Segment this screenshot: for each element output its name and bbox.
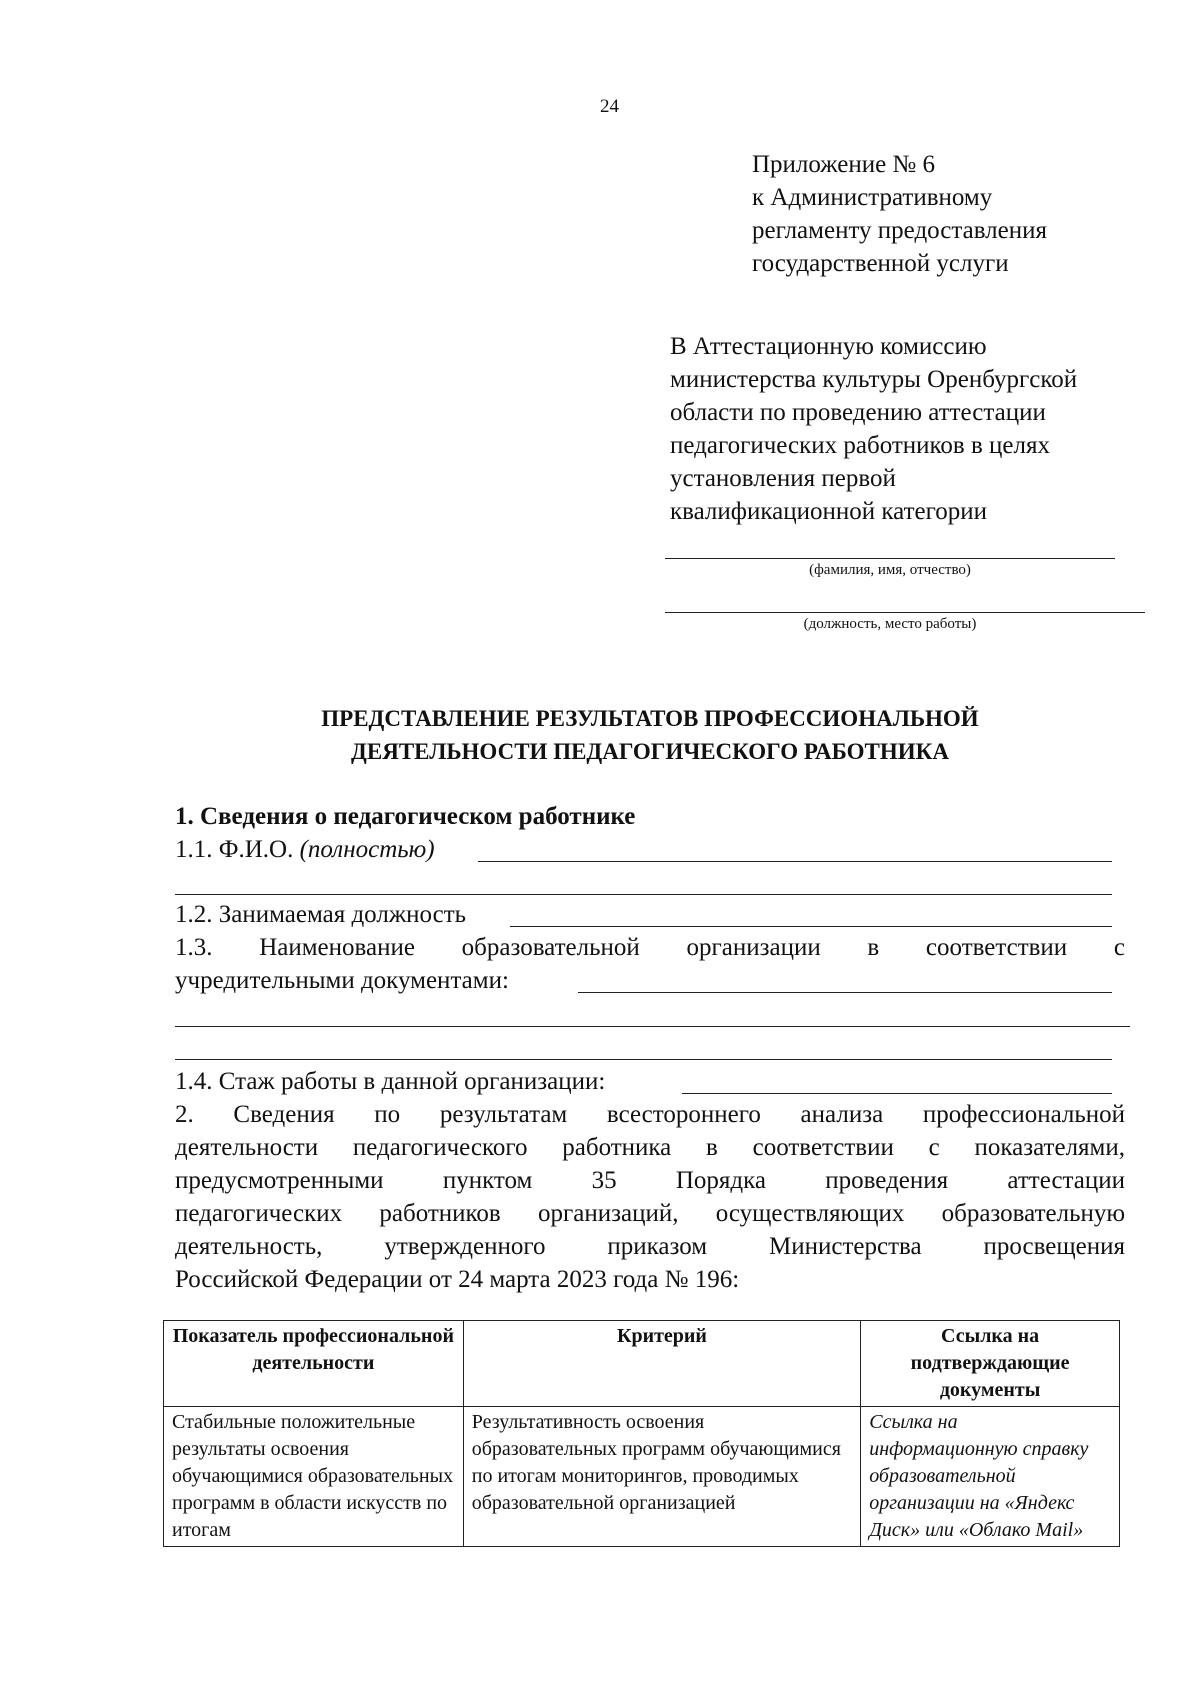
appendix-line: Приложение № 6	[752, 151, 936, 178]
fio-field[interactable]	[478, 861, 1112, 862]
org-field[interactable]	[578, 992, 1112, 993]
experience-field[interactable]	[682, 1093, 1112, 1094]
section2-last-line: Российской Федерации от 24 марта 2023 года № 196:	[175, 1266, 740, 1293]
position-signature-line[interactable]	[665, 612, 1145, 613]
appendix-reference	[752, 148, 1047, 280]
addressee-line: области по проведению аттестации	[670, 399, 1046, 426]
fio-label: 1.1. Ф.И.О.	[175, 836, 294, 863]
header-link: Ссылка на подтверждающие документы	[861, 1321, 1120, 1407]
experience-label: 1.4. Стаж работы в данной организации:	[175, 1068, 606, 1095]
addressee-block	[670, 330, 1077, 528]
fio-row	[175, 833, 435, 866]
section2-line: педагогических работников организаций, осуществляющих образовательную	[175, 1200, 1126, 1227]
addressee-line: министерства культуры Оренбургской	[670, 366, 1078, 393]
table-row	[164, 1407, 1120, 1547]
document-title	[160, 702, 1140, 768]
page-number: 24	[600, 96, 619, 117]
org-label-line2: учредительными документами:	[175, 967, 509, 994]
section2-line: предусмотренными пунктом 35 Порядка проведения аттестации	[175, 1167, 1125, 1194]
org-field-continuation-2[interactable]	[175, 1059, 1112, 1060]
section2-line: 2. Сведения по результатам всестороннего анализа профессиональной	[175, 1101, 1126, 1128]
fio-field-continuation[interactable]	[175, 894, 1112, 895]
addressee-line: педагогических работников в целях	[670, 432, 1050, 459]
title-line: ДЕЯТЕЛЬНОСТИ ПЕДАГОГИЧЕСКОГО РАБОТНИКА	[351, 739, 949, 764]
addressee-line: В Аттестационную комиссию	[670, 333, 987, 360]
cell-link: Ссылка на информационную справку образовательной организации на «Яндекс Диск» или «Облако Mail»	[861, 1407, 1120, 1547]
name-signature-line[interactable]	[665, 558, 1115, 559]
section2-paragraph	[175, 1098, 1125, 1296]
section1-heading: 1. Сведения о педагогическом работнике	[175, 803, 636, 830]
addressee-line: установления первой	[670, 465, 896, 492]
appendix-line: к Административному	[752, 184, 993, 211]
name-caption: (фамилия, имя, отчество)	[809, 562, 971, 578]
appendix-line: государственной услуги	[752, 250, 1009, 277]
table-header-row	[164, 1321, 1120, 1407]
header-indicator: Показатель профессиональной деятельности	[164, 1321, 464, 1407]
addressee-line: квалификационной категории	[670, 498, 988, 525]
org-field-continuation-1[interactable]	[175, 1026, 1130, 1027]
cell-indicator: Стабильные положительные результаты освоения обучающимися образовательных программ в области искусств по итогам	[164, 1407, 464, 1547]
title-line: ПРЕДСТАВЛЕНИЕ РЕЗУЛЬТАТОВ ПРОФЕССИОНАЛЬНОЙ	[321, 706, 979, 731]
fio-note: (полностью)	[299, 836, 435, 863]
section2-line: деятельность, утвержденного приказом Министерства просвещения	[175, 1233, 1125, 1260]
appendix-line: регламенту предоставления	[752, 217, 1048, 244]
header-criterion: Критерий	[463, 1321, 860, 1407]
cell-criterion: Результативность освоения образовательных программ обучающимися по итогам мониторингов, проводимых образовательной организацией	[463, 1407, 860, 1547]
org-label-line1: 1.3. Наименование образовательной организации в соответствии с	[175, 934, 1125, 961]
section2-line: деятельности педагогического работника в соответствии с показателями,	[175, 1134, 1125, 1161]
indicators-table	[163, 1320, 1120, 1547]
position-field[interactable]	[510, 926, 1112, 927]
position-caption: (должность, место работы)	[803, 616, 977, 632]
position-label: 1.2. Занимаемая должность	[175, 901, 467, 928]
